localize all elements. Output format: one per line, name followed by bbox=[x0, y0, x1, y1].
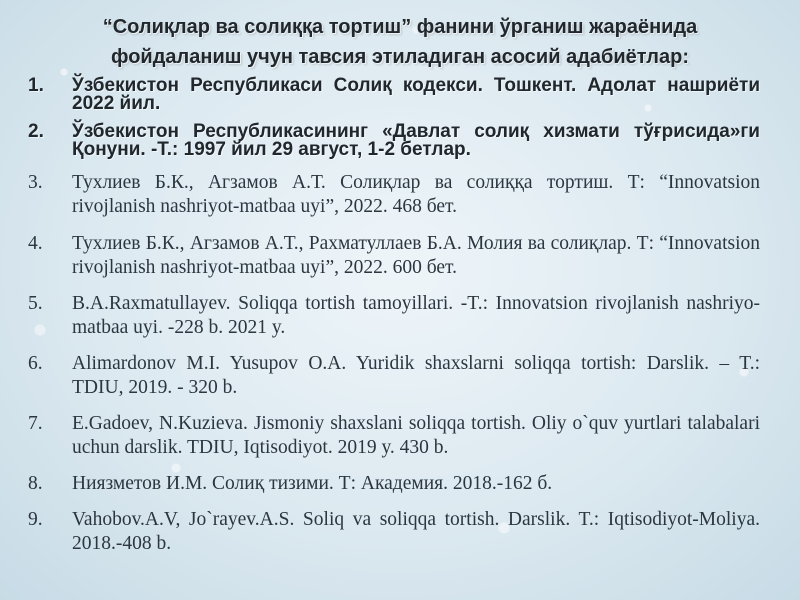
reference-text: Тухлиев Б.К., Агзамов А.Т., Рахматуллаев Б.А. Молия ва солиқлар. Т: “Innovatsion rivojlanish nashriyot-matbaa uyi”, 2022. 600 бет. bbox=[72, 233, 760, 278]
reference-number: 5. bbox=[28, 293, 43, 314]
reference-item-9 bbox=[28, 508, 760, 556]
reference-number: 4. bbox=[28, 233, 43, 254]
reference-item-7 bbox=[28, 412, 760, 460]
reference-item-8 bbox=[28, 472, 760, 496]
reference-number: 7. bbox=[28, 413, 43, 434]
reference-list bbox=[28, 77, 760, 556]
reference-item-6 bbox=[28, 352, 760, 400]
reference-number: 6. bbox=[28, 353, 43, 374]
reference-text: Alimardonov M.I. Yusupov O.A. Yuridik shaxslarni soliqqa tortish: Darslik. – T.: TDIU, 2019. - 320 b. bbox=[72, 353, 760, 398]
title-line-2: фойдаланиш учун тавсия этиладиган асосий адабиётлар: bbox=[110, 46, 690, 68]
reference-text: E.Gadoev, N.Kuzieva. Jismoniy shaxslani soliqqa tortish. Oliy o`quv yurtlari talabalari uchun darslik. TDIU, Iqtisodiyot. 2019 y. 430 b. bbox=[72, 413, 760, 458]
reference-number: 9. bbox=[28, 509, 43, 530]
reference-number: 3. bbox=[28, 172, 43, 193]
reference-text: B.A.Raxmatullayev. Soliqqa tortish tamoyillari. -T.: Innovatsion rivojlanish nashriyo-matbaa uyi. -228 b. 2021 y. bbox=[72, 293, 760, 338]
reference-text: Ўзбекистон Республикасининг «Давлат солиқ хизмати тўғрисида»ги Қонуни. -Т.: 1997 йил 29 август, 1-2 бетлар. bbox=[72, 121, 760, 160]
reference-item-1 bbox=[28, 77, 760, 113]
reference-item-2 bbox=[28, 123, 760, 159]
reference-text: Ниязметов И.М. Солиқ тизими. Т: Академия. 2018.-162 б. bbox=[72, 473, 553, 494]
reference-item-4 bbox=[28, 232, 760, 280]
slide-title bbox=[30, 12, 770, 72]
reference-number: 8. bbox=[28, 473, 43, 494]
reference-text: Ўзбекистон Республикаси Солиқ кодекси. Тошкент. Адолат нашриёти 2022 йил. bbox=[72, 75, 760, 114]
reference-item-5 bbox=[28, 292, 760, 340]
reference-item-3 bbox=[28, 171, 760, 219]
reference-number: 2. bbox=[28, 121, 44, 142]
reference-text: Vahobov.A.V, Jo`rayev.A.S. Soliq va soliqqa tortish. Darslik. T.: Iqtisodiyot-Moliya. 2018.-408 b. bbox=[72, 509, 760, 554]
title-line-1: “Солиқлар ва солиққа тортиш” фанини ўрганиш жараёнида bbox=[102, 16, 698, 38]
reference-text: Тухлиев Б.К., Агзамов А.Т. Солиқлар ва солиққа тортиш. Т: “Innovatsion rivojlanish nashriyot-matbaa uyi”, 2022. 468 бет. bbox=[72, 172, 760, 217]
reference-number: 1. bbox=[28, 75, 44, 96]
